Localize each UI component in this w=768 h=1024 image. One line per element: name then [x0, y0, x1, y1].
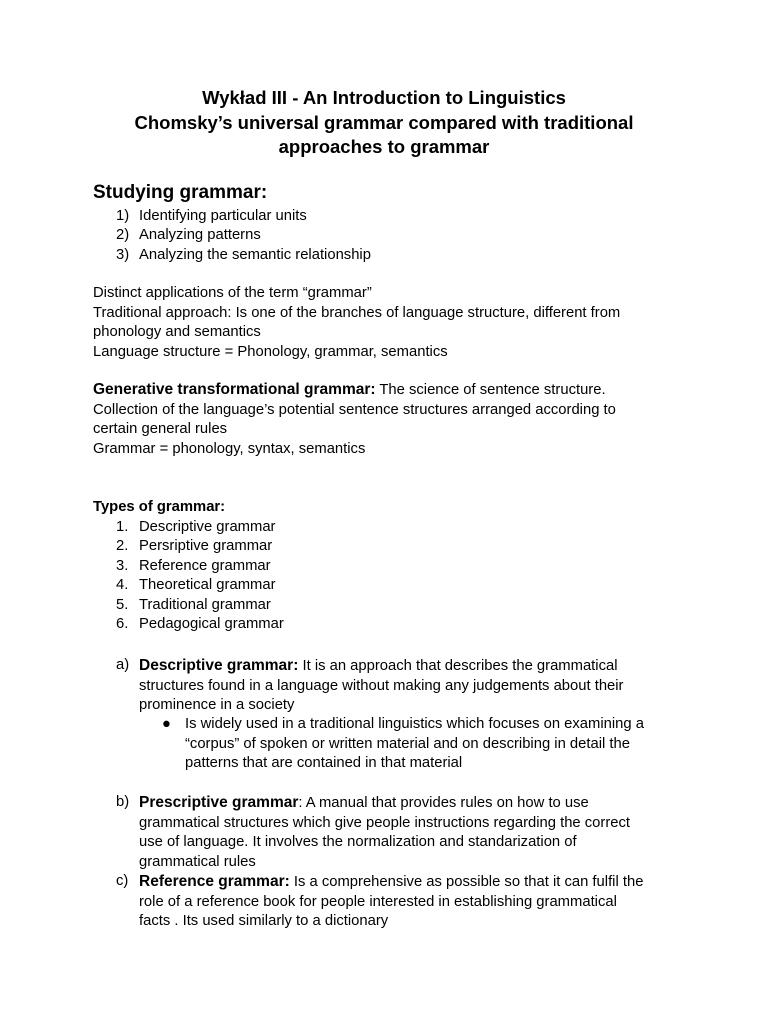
definition-prescriptive	[116, 793, 676, 872]
studying-heading: Studying grammar:	[93, 182, 268, 203]
generative-line: Grammar = phonology, syntax, semantics	[93, 440, 366, 457]
definition-body	[139, 872, 676, 932]
definition-body	[139, 793, 676, 872]
list-item-text: Identifying particular units	[139, 208, 307, 224]
alpha-marker: a)	[116, 657, 130, 673]
generative-definition: The science of sentence structure.	[375, 382, 606, 398]
generative-line: Collection of the language’s potential sentence structures arranged according to	[93, 401, 616, 418]
list-item-text: Theoretical grammar	[139, 577, 276, 594]
list-item	[93, 576, 284, 595]
definition-line: structures found in a language without making any judgements about their	[139, 677, 624, 694]
list-marker: 2.	[116, 538, 129, 555]
list-item-text: Traditional grammar	[139, 596, 271, 613]
types-heading: Types of grammar:	[93, 499, 226, 515]
list-marker: 3.	[116, 557, 129, 574]
definition-text: It is an approach that describes the grammatical	[298, 658, 618, 674]
definition-text: : A manual that provides rules on how to use	[298, 795, 589, 811]
list-marker: 1)	[116, 208, 130, 224]
title-line-2: Chomsky’s universal grammar compared with traditional	[134, 111, 634, 133]
definition-term: Reference grammar:	[139, 873, 290, 890]
list-item	[93, 518, 284, 537]
title-line-1: Wykład III - An Introduction to Linguistics	[202, 87, 566, 108]
definition-line: role of a reference book for people interested in establishing grammatical	[139, 893, 617, 910]
applications-line: Language structure = Phonology, grammar, semantics	[93, 343, 448, 360]
list-item	[93, 537, 284, 556]
alpha-marker: b)	[116, 794, 130, 810]
list-marker: 4.	[116, 577, 129, 594]
bullet-marker: ●	[162, 716, 171, 732]
generative-term: Generative transformational grammar:	[93, 381, 376, 398]
list-marker: 2)	[116, 227, 130, 244]
list-item	[93, 596, 284, 615]
list-item	[93, 615, 284, 634]
list-item-text: Pedagogical grammar	[139, 616, 284, 633]
applications-line: Traditional approach: Is one of the branches of language structure, different from	[93, 304, 621, 321]
document-title	[0, 86, 768, 160]
definition-term: Descriptive grammar:	[139, 657, 299, 674]
applications-line: Distinct applications of the term “grammar”	[93, 285, 372, 301]
definition-line	[139, 656, 676, 677]
generative-definition-line	[93, 380, 673, 401]
list-item	[93, 226, 371, 245]
list-item	[93, 246, 371, 265]
generative-line: certain general rules	[93, 421, 228, 438]
studying-list	[93, 207, 371, 265]
definition-reference	[116, 872, 676, 932]
list-marker: 6.	[116, 616, 129, 633]
list-item-text: Analyzing patterns	[139, 227, 261, 244]
definition-line: grammatical structures which give people instructions regarding the correct	[139, 814, 630, 831]
generative-paragraph	[93, 380, 673, 459]
definition-term: Prescriptive grammar	[139, 794, 299, 811]
applications-line: phonology and semantics	[93, 324, 261, 341]
list-marker: 3)	[116, 246, 130, 263]
list-item	[93, 557, 284, 576]
title-line-3: approaches to grammar	[278, 136, 490, 157]
list-item-text: Reference grammar	[139, 557, 271, 574]
list-item-text: Analyzing the semantic relationship	[139, 246, 371, 263]
definition-line: prominence in a society	[139, 697, 295, 714]
definition-descriptive	[116, 656, 676, 716]
types-list	[93, 518, 284, 634]
definition-line: facts . Its used similarly to a dictionary	[139, 913, 389, 930]
definition-text: Is a comprehensive as possible so that it can fulfil the	[289, 874, 644, 890]
list-item	[93, 207, 371, 226]
list-marker: 5.	[116, 596, 129, 613]
definition-body	[139, 656, 676, 716]
list-item-text: Descriptive grammar	[139, 519, 276, 535]
list-marker: 1.	[116, 519, 129, 535]
list-item-text: Persriptive grammar	[139, 538, 273, 555]
definition-line	[139, 872, 676, 893]
bullet-line: patterns that are contained in that material	[185, 755, 463, 772]
definition-line: grammatical rules	[139, 853, 256, 870]
definition-line	[139, 793, 676, 814]
descriptive-bullet	[162, 715, 682, 774]
alpha-marker: c)	[116, 873, 129, 889]
bullet-line: Is widely used in a traditional linguistics which focuses on examining a	[185, 716, 644, 732]
bullet-line: “corpus” of spoken or written material and on describing in detail the	[185, 735, 630, 752]
definition-line: use of language. It involves the normalization and standarization of	[139, 834, 577, 851]
bullet-body	[185, 715, 682, 774]
applications-paragraph	[93, 284, 673, 362]
